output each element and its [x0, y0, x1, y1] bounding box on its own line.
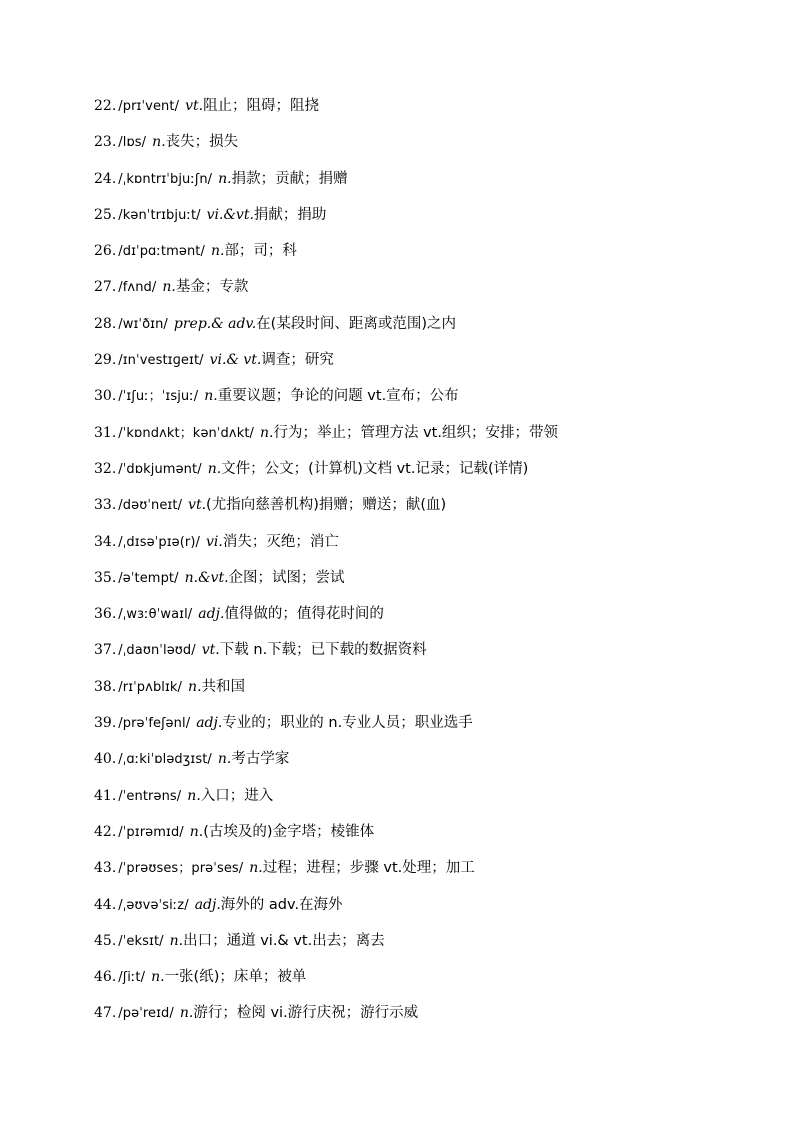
vocab-entry: [94, 673, 754, 709]
entry-phonetic: /prɪˈvent/: [118, 99, 180, 114]
entry-definition: (古埃及的)金字塔；棱锥体: [203, 823, 375, 840]
entry-definition: 下载 n.下载；已下载的数据资料: [219, 642, 427, 659]
entry-number: 25.: [94, 206, 117, 223]
entry-number: 31.: [94, 424, 117, 441]
vocab-entry: [94, 237, 754, 273]
entry-definition: 专业的；职业的 n.专业人员；职业选手: [222, 715, 473, 732]
entry-part-of-speech: vi.& vt.: [209, 352, 262, 369]
vocab-entry: [94, 528, 754, 564]
entry-part-of-speech: adj.: [198, 606, 225, 623]
entry-number: 30.: [94, 388, 117, 405]
entry-number: 46.: [94, 969, 117, 986]
entry-phonetic: /lɒs/: [118, 135, 147, 151]
entry-number: 32.: [94, 460, 117, 477]
vocab-entry: [94, 636, 754, 672]
entry-definition: 调查；研究: [261, 352, 334, 369]
entry-definition: 重要议题；争论的问题 vt.宣布；公布: [217, 388, 459, 405]
entry-phonetic: /wɪˈðɪn/: [118, 316, 168, 332]
entry-number: 47.: [94, 1005, 117, 1022]
entry-definition: 阻止；阻碍；阻挠: [203, 98, 320, 114]
entry-part-of-speech: n.: [179, 1005, 194, 1022]
entry-phonetic: /dəʊˈneɪt/: [118, 498, 183, 514]
entry-part-of-speech: prep.& adv.: [173, 315, 257, 332]
vocab-entry: [94, 92, 754, 128]
entry-number: 40.: [94, 751, 117, 768]
entry-part-of-speech: n.: [217, 751, 232, 768]
entry-part-of-speech: n.: [151, 969, 165, 986]
vocab-entry: [94, 818, 754, 854]
entry-part-of-speech: n.&vt.: [184, 569, 229, 586]
entry-definition: 基金；专款: [175, 279, 249, 296]
entry-phonetic: /fʌnd/: [118, 280, 157, 296]
entry-phonetic: /ʃiːt/: [118, 970, 146, 986]
entry-part-of-speech: vi.&vt.: [206, 206, 254, 223]
entry-definition: 消失；灭绝；消亡: [222, 533, 339, 550]
entry-number: 28.: [94, 315, 117, 332]
vocab-entry: [94, 491, 754, 527]
entry-number: 39.: [94, 715, 117, 732]
entry-part-of-speech: n.: [260, 424, 274, 441]
entry-part-of-speech: adj.: [196, 715, 223, 732]
entry-part-of-speech: n.: [188, 678, 202, 695]
entry-part-of-speech: n.: [169, 932, 184, 949]
entry-number: 33.: [94, 497, 117, 514]
entry-definition: 捐献；捐助: [253, 206, 327, 223]
vocab-entry: [94, 419, 754, 455]
vocab-entry: [94, 310, 754, 346]
entry-phonetic: /əˈtempt/: [118, 570, 179, 586]
vocab-entry: [94, 273, 754, 309]
entry-definition: 在(某段时间、距离或范围)之内: [256, 315, 456, 332]
entry-phonetic: /ˈeksɪt/: [118, 933, 164, 949]
entry-phonetic: /ˈkɒndʌkt；kənˈdʌkt/: [118, 425, 254, 441]
entry-part-of-speech: n.: [207, 460, 222, 477]
vocabulary-list: [94, 92, 754, 1036]
entry-number: 22.: [94, 98, 117, 114]
entry-part-of-speech: n.: [249, 860, 263, 877]
entry-phonetic: /ˈɪʃuː；ˈɪsjuː/: [118, 389, 199, 405]
entry-definition: 共和国: [201, 678, 246, 695]
vocab-entry: [94, 745, 754, 781]
entry-phonetic: /ɪnˈvestɪɡeɪt/: [118, 353, 204, 369]
entry-definition: 海外的 adv.在海外: [220, 896, 343, 913]
entry-number: 27.: [94, 279, 117, 296]
entry-definition: 值得做的；值得花时间的: [224, 606, 384, 623]
vocab-entry: [94, 963, 754, 999]
entry-phonetic: /pəˈreɪd/: [118, 1006, 174, 1022]
entry-number: 43.: [94, 860, 117, 877]
entry-part-of-speech: n.: [204, 388, 218, 405]
entry-number: 41.: [94, 787, 117, 804]
vocab-entry: [94, 782, 754, 818]
vocab-entry: [94, 165, 754, 201]
vocab-entry: [94, 891, 754, 927]
entry-number: 24.: [94, 170, 117, 187]
entry-phonetic: /dɪˈpɑːtmənt/: [118, 244, 205, 260]
entry-number: 44.: [94, 896, 117, 913]
entry-definition: 一张(纸)；床单；被单: [164, 969, 307, 986]
entry-part-of-speech: n.: [187, 787, 201, 804]
entry-phonetic: /ˌdaʊnˈləʊd/: [118, 643, 196, 659]
entry-part-of-speech: vi.: [206, 533, 223, 550]
entry-phonetic: /rɪˈpʌblɪk/: [118, 679, 183, 695]
entry-definition: 游行；检阅 vi.游行庆祝；游行示威: [193, 1005, 419, 1022]
entry-phonetic: /ˈdɒkjumənt/: [118, 461, 202, 477]
entry-number: 26.: [94, 243, 117, 260]
entry-definition: 企图；试图；尝试: [228, 569, 345, 586]
entry-definition: 过程；进程；步骤 vt.处理；加工: [262, 860, 475, 877]
entry-number: 42.: [94, 823, 117, 840]
vocab-entry: [94, 927, 754, 963]
vocab-entry: [94, 128, 754, 164]
vocab-entry: [94, 346, 754, 382]
entry-part-of-speech: n.: [189, 823, 204, 840]
entry-definition: 考古学家: [231, 751, 290, 768]
entry-definition: 入口；进入: [200, 787, 274, 804]
entry-part-of-speech: vt.: [185, 98, 204, 114]
vocab-entry: [94, 382, 754, 418]
vocab-entry: [94, 564, 754, 600]
entry-phonetic: /ˈentrəns/: [118, 788, 182, 804]
vocab-entry: [94, 201, 754, 237]
vocab-entry: [94, 999, 754, 1035]
entry-phonetic: /ˌəʊvəˈsiːz/: [118, 897, 189, 913]
entry-number: 37.: [94, 642, 117, 659]
entry-part-of-speech: vt.: [201, 642, 220, 659]
entry-definition: 行为；举止；管理方法 vt.组织；安排；带领: [273, 424, 558, 441]
entry-definition: 捐款；贡献；捐赠: [231, 170, 348, 187]
entry-number: 38.: [94, 678, 117, 695]
entry-phonetic: /kənˈtrɪbjuːt/: [118, 207, 201, 223]
entry-phonetic: /ˈprəʊses；prəˈses/: [118, 861, 244, 877]
entry-number: 45.: [94, 932, 117, 949]
entry-phonetic: /ˌkɒntrɪˈbjuːʃn/: [118, 171, 213, 187]
vocab-entry: [94, 600, 754, 636]
entry-number: 36.: [94, 606, 117, 623]
entry-phonetic: /ˌdɪsəˈpɪə(r)/: [118, 534, 200, 550]
entry-part-of-speech: n.: [152, 134, 166, 151]
entry-part-of-speech: n.: [162, 279, 176, 296]
entry-phonetic: /ˌɑːkiˈɒlədʒɪst/: [118, 752, 212, 768]
entry-phonetic: /ˌwɜːθˈwaɪl/: [118, 607, 193, 623]
vocab-entry: [94, 709, 754, 745]
vocab-entry: [94, 854, 754, 890]
entry-part-of-speech: n.: [210, 243, 225, 260]
entry-number: 34.: [94, 533, 117, 550]
entry-definition: 部；司；科: [224, 243, 297, 260]
entry-definition: 丧失；损失: [165, 134, 239, 151]
entry-phonetic: /prəˈfeʃənl/: [118, 716, 191, 732]
entry-part-of-speech: adj.: [194, 896, 221, 913]
entry-definition: (尤指向慈善机构)捐赠；赠送；献(血): [206, 497, 447, 514]
entry-number: 35.: [94, 569, 117, 586]
entry-number: 29.: [94, 352, 117, 369]
entry-number: 23.: [94, 134, 117, 151]
entry-part-of-speech: vt.: [188, 497, 207, 514]
entry-definition: 出口；通道 vi.& vt.出去；离去: [183, 932, 385, 949]
entry-phonetic: /ˈpɪrəmɪd/: [118, 824, 184, 840]
entry-definition: 文件；公文；(计算机)文档 vt.记录；记载(详情): [221, 460, 529, 477]
entry-part-of-speech: n.: [218, 170, 232, 187]
vocab-entry: [94, 455, 754, 491]
